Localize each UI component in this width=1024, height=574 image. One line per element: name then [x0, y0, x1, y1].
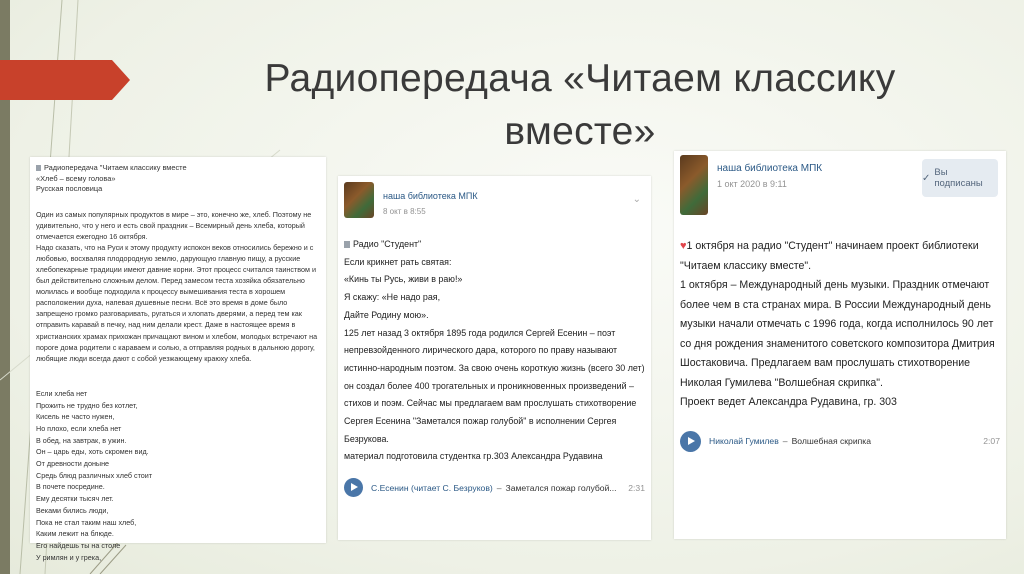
avatar[interactable] [344, 182, 374, 218]
audio-duration: 2:31 [628, 482, 645, 493]
post-date[interactable]: 8 окт в 8:55 [383, 207, 426, 216]
post-meta [383, 190, 478, 218]
poem-line: Прожить не трудно без котлет, [36, 400, 138, 410]
poem-line: Веками бились люди, [36, 505, 109, 515]
red-arrow-tab [0, 60, 130, 100]
post-header-line: «Хлеб – всему голова» [36, 173, 116, 183]
post-header-line: Радиопередача "Читаем классику вместе [36, 163, 320, 174]
post-line: материал подготовила студентка гр.303 Александра Рудавина [344, 451, 603, 462]
poem-line: Его найдешь ты на столе [36, 540, 121, 550]
post-line: Радио "Студент" [344, 236, 645, 254]
poem-line: В почете посредине. [36, 482, 105, 492]
post-line: Дайте Родину мою». [344, 309, 429, 320]
post-line: 1 октября – Международный день музыки. Праздник отмечают более чем в ста странах мира. В России Международный день музыки начали отмечать с 1996 года, когда исполнилось 90 лет со дня рождения знаменитого советского композитора Дмитрия Шостаковича. Предлагаем вам прослушать стихотворение Николая Гумилева "Волшебная скрипка". [680, 279, 995, 389]
post-meta [717, 163, 822, 191]
audio-title: Волшебная скрипка [791, 436, 871, 446]
chevron-down-icon[interactable]: ⌄ [632, 194, 641, 205]
poem-line: Каким лежит на блюде. [36, 529, 114, 539]
poem-line: Но плохо, если хлеба нет [36, 423, 122, 433]
checkmark-icon: ✓ [922, 172, 931, 184]
audio-separator: – [782, 436, 788, 446]
poem-line: Кисель не часто нужен, [36, 412, 115, 422]
heart-icon: ♥ [680, 240, 687, 252]
post-header-line: Русская пословица [36, 184, 103, 193]
bread-post-screenshot [30, 157, 326, 562]
poem-line: Он – царь еды, хоть скромен вид. [36, 447, 149, 457]
author-name-link[interactable]: наша библиотека МПК [717, 163, 823, 174]
poem-line: У римлян и у грека, [36, 552, 102, 562]
radio-icon [36, 165, 41, 171]
post-line: 125 лет назад 3 октября 1895 года родился Сергей Есенин – поэт непревзойденного лирического дара, которого по праву называют истинно-народным поэтом. За свою очень короткую жизнь (всего 30 лет) он создал более 400 трогательных и проникновенных произведений – стихов и поэм. Сейчас мы предлагаем вам прослушать стихотворение Сергея Есенина "Заметался пожар голубой" в исполнении Сергея Безрукова. [344, 327, 645, 444]
poem-line: Пока не стал таким наш хлеб, [36, 517, 137, 527]
slide-title-line2: вместе» [504, 110, 656, 153]
post-author-header [344, 182, 645, 218]
radio-icon [344, 241, 350, 248]
poem-line: В обед, на завтрак, в ужин. [36, 435, 127, 445]
subscribed-button[interactable] [922, 159, 998, 197]
post-text [680, 237, 1000, 413]
post-paragraph: Надо сказать, что на Руси к этому продукту испокон веков относились бережно и с любовью, восхваляя плодородную землю, дарующую главную пищу, а русские хлебопекарные традиции имеют давние корни. Этот процесс считался таинством и был действительно сложным делом. Перед замесом теста хозяйка обязательно молилась и вообще подходила к процессу вымешивания теста в хорошем расположении духа, напевая душевные песни. Всё это время в доме было запрещено громко разговаривать, ругаться и хлопать дверями, а перед тем как отправить каравай в печку, над ним делали крест. Даже в настоящее время в христианских храмах прихожан причащают вином и хлебом, молодых встречают на пороге дома родители с караваем и солью, а отправляя родных в дальнюю дорогу, любящие люди всегда дают с собой уезжающему краюху хлеба. [36, 242, 318, 363]
subscribed-label: Вы подписаны [934, 167, 983, 189]
poem [36, 388, 320, 564]
play-icon[interactable] [680, 431, 701, 452]
post-paragraph: Один из самых популярных продуктов в мире – это, конечно же, хлеб. Поэтому не удивительно, что у него и есть свой праздник – Всемирный день хлеба, который отмечается ежегодно 16 октября. [36, 209, 312, 241]
post-line: Проект ведет Александра Рудавина, гр. 303 [680, 396, 897, 408]
audio-artist[interactable]: Николай Гумилев [709, 436, 779, 446]
post-line: Я скажу: «Не надо рая, [344, 292, 441, 303]
post-line: Если крикнет рать святая: [344, 256, 452, 267]
post-text [344, 236, 645, 466]
slide-title [210, 52, 950, 158]
poem-line: От древности доныне [36, 459, 110, 469]
post-line: ♥1 октября на радио "Студент" начинаем проект библиотеки "Читаем классику вместе". [680, 240, 979, 272]
post-date[interactable]: 1 окт 2020 в 9:11 [717, 179, 787, 189]
esenin-post-screenshot [338, 176, 651, 540]
audio-track[interactable] [344, 478, 645, 497]
audio-separator: – [496, 482, 502, 493]
post-header [36, 163, 320, 195]
avatar[interactable] [680, 155, 708, 215]
author-name-link[interactable]: наша библиотека МПК [383, 191, 478, 201]
post-body [36, 209, 320, 364]
poem-line: Если хлеба нет [36, 388, 88, 398]
post-line: «Кинь ты Русь, живи в раю!» [344, 274, 463, 285]
audio-title: Заметался пожар голубой... [505, 482, 617, 493]
poem-line: Ему десятки тысяч лет. [36, 494, 114, 504]
poem-line: Средь блюд различных хлеб стоит [36, 470, 153, 480]
audio-artist[interactable]: С.Есенин (читает С. Безруков) [371, 482, 493, 493]
audio-duration: 2:07 [983, 436, 1000, 446]
slide-title-line1: Радиопередача «Читаем классику [264, 57, 896, 100]
play-icon[interactable] [344, 478, 363, 497]
music-day-post-screenshot [674, 151, 1006, 539]
audio-track[interactable] [680, 431, 1000, 452]
